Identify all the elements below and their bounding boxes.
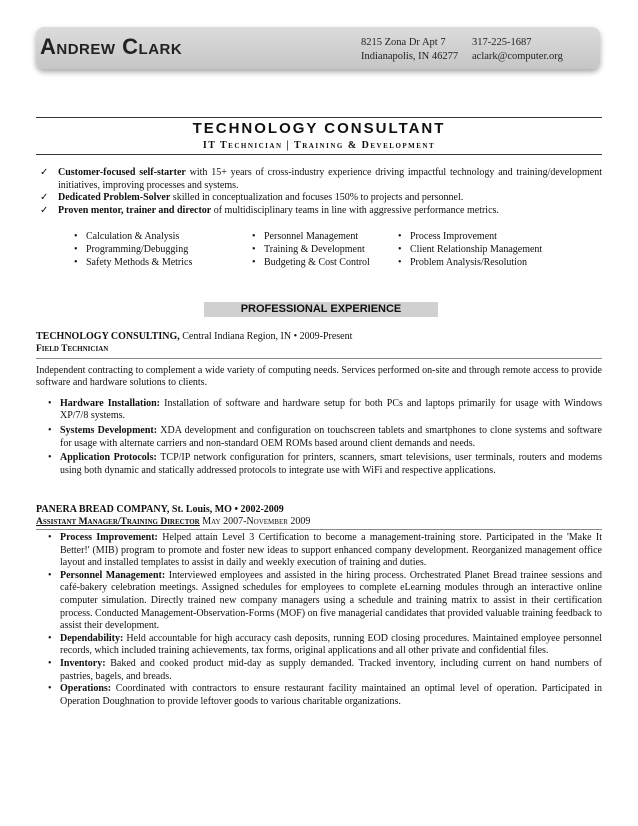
skill-item: • Training & Development bbox=[252, 243, 370, 256]
phone: 317-225-1687 bbox=[472, 37, 532, 48]
skills-column-3 bbox=[398, 230, 542, 269]
job-bullet bbox=[36, 683, 602, 708]
job-bullet bbox=[36, 398, 602, 423]
summary-item bbox=[36, 192, 602, 205]
address-block bbox=[361, 36, 458, 64]
company-name: PANERA BREAD COMPANY, St. Louis, MO • 2002-2009 bbox=[36, 504, 284, 515]
bullet-icon: • bbox=[48, 424, 52, 436]
summary-item bbox=[36, 205, 602, 218]
bullet-bold: Operations: bbox=[60, 683, 112, 695]
skills-column-1 bbox=[74, 230, 192, 269]
job-bullet bbox=[36, 425, 602, 450]
bullet-text: TCP/IP network configuration for printers, scanners, smart televisions, user terminals, routers and modems using both dynamic and statically addressed protocols to integrate use with WiFi and respective applications. bbox=[60, 452, 602, 476]
job-bullet bbox=[36, 658, 602, 683]
job-bullet bbox=[36, 452, 602, 477]
bullet-icon: • bbox=[48, 657, 52, 669]
job-role: Assistant Manager/Training Director bbox=[36, 517, 200, 527]
bullet-bold: Systems Development: bbox=[60, 424, 158, 436]
bullet-text: Coordinated with contractors to ensure restaurant facility maintained an optimal level of operation. Participated in Operation Doughnation to provide leftover goods to various charitable organizations. bbox=[60, 683, 602, 707]
job-description: Independent contracting to complement a wide variety of computing needs. Services performed on-site and through remote access to provide software and hardware solutions to clients. bbox=[36, 364, 602, 389]
title-rule-bottom bbox=[36, 154, 602, 155]
job-location-dates: Central Indiana Region, IN • 2009-Present bbox=[179, 331, 353, 342]
checkmark-icon: ✓ bbox=[40, 204, 49, 216]
job-divider bbox=[36, 529, 602, 530]
bullet-icon: • bbox=[48, 397, 52, 409]
job-bullet bbox=[36, 570, 602, 633]
bullet-text: XDA development and configuration on touchscreen tablets and smartphones to clone systems and software for usage with alternate carriers and non-standard OEM ROMs based around client demands and needs. bbox=[60, 424, 603, 449]
bullet-icon: • bbox=[48, 632, 52, 644]
email: aclark@computer.org bbox=[472, 51, 563, 62]
skill-item: • Budgeting & Cost Control bbox=[252, 256, 370, 269]
skill-item: • Client Relationship Management bbox=[398, 243, 542, 256]
skill-item: • Programming/Debugging bbox=[74, 243, 192, 256]
job-technology-consulting bbox=[36, 331, 602, 477]
candidate-name: Andrew Clark bbox=[40, 34, 183, 59]
job-panera-bread bbox=[36, 504, 602, 708]
bullet-text: Helped attain Level 3 Certification to become a management-training store. Participated in the 'Make It Better!' (MIB) program to promote and foster new ideas to support enhanced company development. Reorganized management office layout and installed templates to assist in daily and weekly execution of training and duties. bbox=[60, 532, 603, 569]
summary-item-text: with 15+ years of cross-industry experience driving impactful technology and training/development initiatives, improving processes and systems. bbox=[58, 167, 602, 191]
skill-item: • Calculation & Analysis bbox=[74, 230, 192, 243]
job-role-line bbox=[36, 516, 602, 528]
checkmark-icon: ✓ bbox=[40, 167, 49, 178]
job-bullet bbox=[36, 633, 602, 658]
address-line-2: Indianapolis, IN 46277 bbox=[361, 51, 459, 62]
summary-item-bold: Dedicated Problem-Solver bbox=[58, 192, 171, 204]
summary-item-bold: Proven mentor, trainer and director bbox=[58, 204, 212, 216]
bullet-bold: Dependability: bbox=[60, 632, 124, 644]
bullet-bold: Process Improvement: bbox=[60, 532, 158, 543]
resume-subtitle: IT Technician | Training & Development bbox=[202, 140, 436, 151]
skill-item: • Problem Analysis/Resolution bbox=[398, 256, 542, 269]
address-line-1: 8215 Zona Dr Apt 7 bbox=[361, 37, 446, 48]
skill-item: • Process Improvement bbox=[398, 230, 542, 243]
bullet-bold: Application Protocols: bbox=[60, 452, 157, 464]
bullet-icon: • bbox=[48, 683, 52, 695]
bullet-text: Installation of software and hardware setup for both PCs and laptops primarily for usage with Windows XP/7/8 systems. bbox=[60, 397, 602, 422]
skill-item: • Safety Methods & Metrics bbox=[74, 256, 192, 269]
section-heading-experience: PROFESSIONAL EXPERIENCE bbox=[204, 302, 438, 317]
contact-block bbox=[472, 36, 563, 64]
summary-item-bold: Customer-focused self-starter bbox=[58, 167, 186, 178]
summary-item bbox=[36, 167, 602, 192]
job-header bbox=[36, 504, 602, 516]
bullet-bold: Personnel Management: bbox=[60, 569, 166, 581]
bullet-icon: • bbox=[48, 532, 52, 543]
bullet-icon: • bbox=[48, 569, 52, 581]
company-name: TECHNOLOGY CONSULTING, bbox=[36, 331, 180, 342]
job-divider bbox=[36, 358, 602, 359]
job-header bbox=[36, 331, 602, 343]
skill-item: • Personnel Management bbox=[252, 230, 370, 243]
title-rule-top bbox=[36, 117, 602, 118]
job-role: Field Technician bbox=[36, 344, 109, 354]
summary-list bbox=[36, 167, 602, 217]
summary-item-text: skilled in conceptualization and focuses 150% to projects and personnel. bbox=[170, 192, 464, 204]
job-dates: May 2007-November 2009 bbox=[199, 516, 311, 527]
checkmark-icon: ✓ bbox=[40, 192, 49, 204]
bullet-icon: • bbox=[48, 452, 52, 464]
bullet-text: Held accountable for high accuracy cash deposits, running EOD closing procedures. Maintained employee personnel records, which included training achievements, tax forms, original applications and all other private and confidential files. bbox=[60, 632, 602, 657]
summary-item-text: of multidisciplinary teams in line with aggressive performance metrics. bbox=[211, 204, 499, 216]
job-bullet bbox=[36, 532, 602, 570]
resume-title: TECHNOLOGY CONSULTANT bbox=[192, 120, 446, 137]
skills-column-2 bbox=[252, 230, 370, 269]
bullet-bold: Inventory: bbox=[60, 657, 106, 669]
bullet-text: Baked and cooked product mid-day as supply demanded. Tracked inventory, including current on hand numbers of pastries, bagels, and breads. bbox=[60, 657, 602, 682]
bullet-text: Interviewed employees and assisted in the hiring process. Orchestrated Planet Bread trainee sessions and café-bakery celebration meetings. Assigned schedules for employees to complete eLearning modules through an interactive online computer simulation. Directly trained new company managers using a schedule and training matrix to assist in their certification process. Conducted Management-Observation-Forms (MOF) on five managerial candidates that provided valuable training feedback to assist their development. bbox=[60, 569, 602, 632]
bullet-bold: Hardware Installation: bbox=[60, 397, 161, 409]
